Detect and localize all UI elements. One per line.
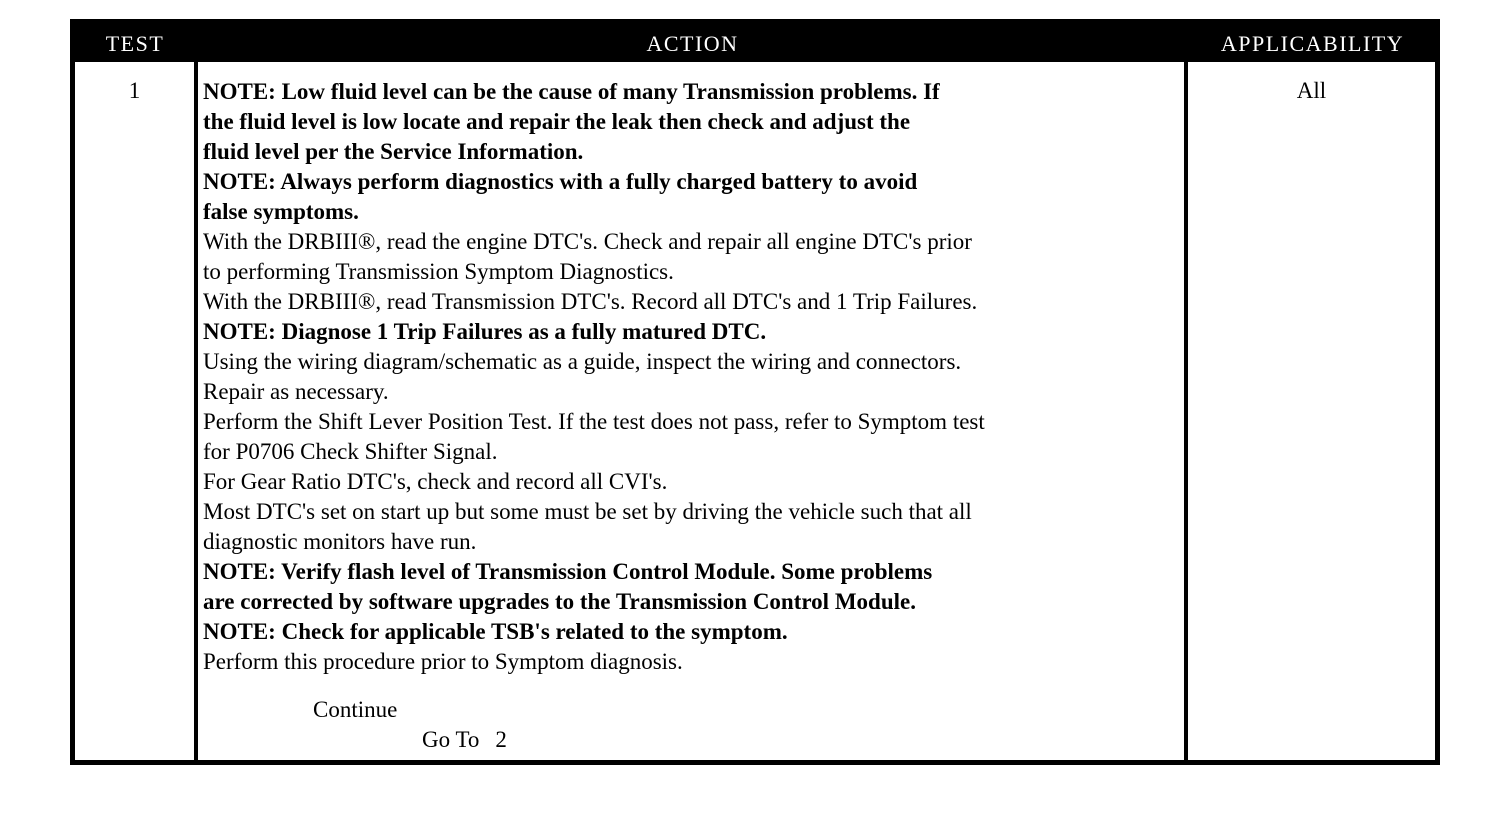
action-line: NOTE: Check for applicable TSB's related to the symptom. <box>203 619 788 644</box>
header-test: TEST <box>105 31 165 56</box>
column-divider-test <box>194 62 198 760</box>
action-line: fluid level per the Service Information. <box>203 139 584 164</box>
table-header <box>75 24 1435 62</box>
action-line: NOTE: Diagnose 1 Trip Failures as a fully matured DTC. <box>203 319 767 344</box>
header-action: ACTION <box>646 31 739 56</box>
action-line: Perform the Shift Lever Position Test. If the test does not pass, refer to Symptom test <box>203 409 985 434</box>
applicability-value: All <box>1296 78 1327 103</box>
action-line: Repair as necessary. <box>203 379 389 404</box>
action-line: Using the wiring diagram/schematic as a guide, inspect the wiring and connectors. <box>203 349 962 374</box>
action-line: With the DRBIII®, read the engine DTC's. Check and repair all engine DTC's prior <box>203 229 972 254</box>
action-line: the fluid level is low locate and repair the leak then check and adjust the <box>203 109 911 134</box>
action-line: Perform this procedure prior to Symptom diagnosis. <box>203 649 683 674</box>
action-text <box>203 77 1179 677</box>
action-line: false symptoms. <box>203 199 359 224</box>
action-line: NOTE: Always perform diagnostics with a fully charged battery to avoid <box>203 169 918 194</box>
action-line: Most DTC's set on start up but some must be set by driving the vehicle such that all <box>203 499 972 524</box>
action-line: With the DRBIII®, read Transmission DTC's. Record all DTC's and 1 Trip Failures. <box>203 289 978 314</box>
test-number: 1 <box>128 78 141 103</box>
diagnostic-table <box>70 19 1440 765</box>
action-line: NOTE: Verify flash level of Transmission Control Module. Some problems <box>203 559 933 584</box>
action-line: are corrected by software upgrades to the Transmission Control Module. <box>203 589 916 614</box>
continue-block <box>313 695 507 755</box>
action-line: diagnostic monitors have run. <box>203 529 477 554</box>
continue-label: Continue <box>313 697 398 722</box>
goto-target: 2 <box>495 727 507 752</box>
goto-row <box>313 725 507 755</box>
action-line: to performing Transmission Symptom Diagnostics. <box>203 259 674 284</box>
action-line: For Gear Ratio DTC's, check and record all CVI's. <box>203 469 668 494</box>
column-divider-action <box>1184 62 1188 760</box>
goto-label: Go To <box>422 727 480 752</box>
action-line: for P0706 Check Shifter Signal. <box>203 439 498 464</box>
action-line: NOTE: Low fluid level can be the cause of many Transmission problems. If <box>203 79 940 104</box>
header-applicability: APPLICABILITY <box>1220 31 1405 56</box>
